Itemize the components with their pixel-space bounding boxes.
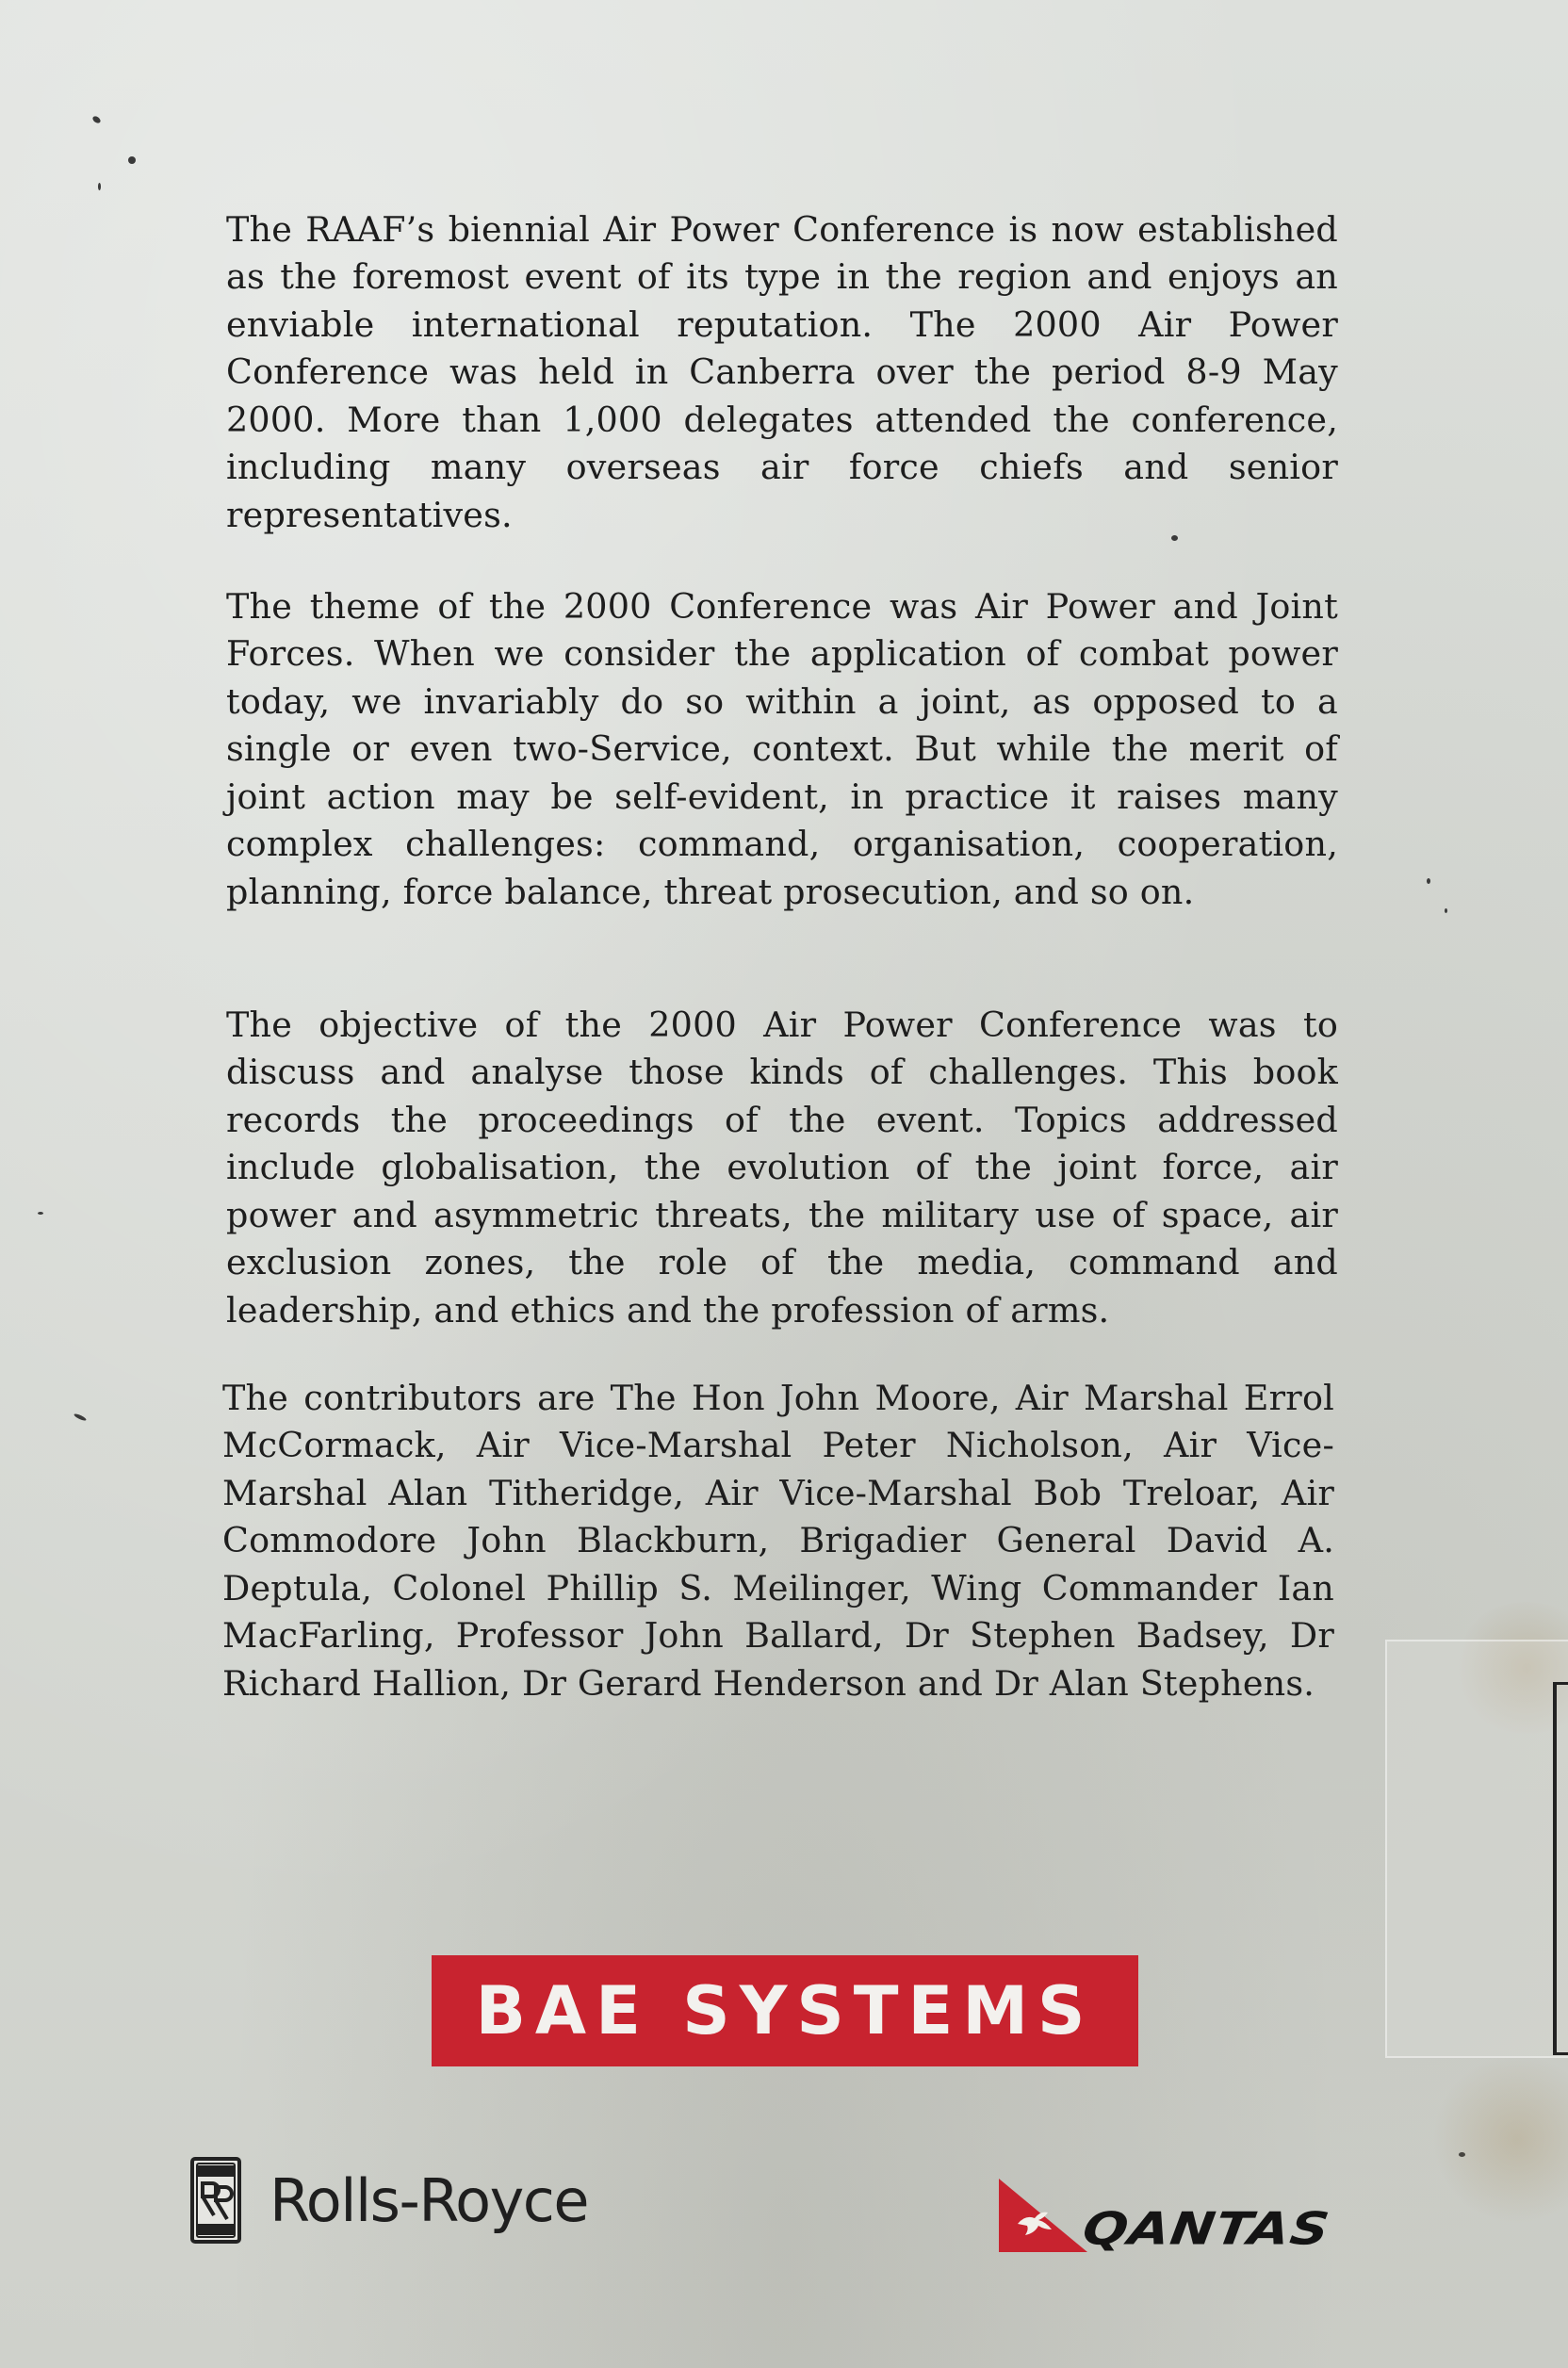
objective-paragraph: The objective of the 2000 Air Power Conference was to discuss and analyse those kinds of challenges. This book records the proceedings of the event. Topics addressed include globalisation, the evolution of the joint force, air power and asymmetric threats, the military use of space, air exclusion zones, the role of the media, command and leadership, and ethics and the profession of arms. (226, 1004, 1338, 1331)
intro-paragraph: The RAAF’s biennial Air Power Conference is now established as the foremost event of its type in the region and enjoys an enviable international reputation. The 2000 Air Power Conference was held in Canberra over the period 8-9 May 2000. More than 1,000 delegates attended the conference, including many overseas air force chiefs and senior representatives. (226, 208, 1338, 535)
qantas-logo (997, 2167, 1333, 2256)
speck (98, 183, 101, 190)
contributors-paragraph: The contributors are The Hon John Moore, Air Marshal Errol McCormack, Air Vice-Marshal Peter Nicholson, Air Vice-Marshal Alan Titheridge, Air Vice-Marshal Bob Treloar, Air Commodore John Blackburn, Brigadier General David A. Deptula, Colonel Phillip S. Meilinger, Wing Commander Ian MacFarling, Professor John Ballard, Dr Stephen Badsey, Dr Richard Hallion, Dr Gerard Henderson and Dr Alan Stephens. (222, 1377, 1334, 1704)
bae-systems-wordmark: BAE SYSTEMS (475, 1972, 1095, 2050)
speck (91, 115, 102, 124)
sticker-bracket (1553, 1682, 1568, 2055)
rolls-royce-wordmark: Rolls-Royce (270, 2165, 589, 2235)
sticker-outline (1385, 1640, 1568, 2058)
speck (1445, 908, 1447, 913)
qantas-kangaroo-tail-icon (997, 2179, 1087, 2252)
qantas-wordmark: QANTAS (1079, 2203, 1333, 2256)
rolls-royce-logo (190, 2155, 588, 2246)
speck (128, 156, 136, 164)
speck (38, 1212, 43, 1215)
stain (1432, 2054, 1568, 2224)
bae-systems-logo (432, 1955, 1138, 2066)
speck (74, 1413, 87, 1422)
speck (1427, 878, 1430, 884)
rolls-royce-badge-icon (190, 2157, 241, 2244)
theme-paragraph: The theme of the 2000 Conference was Air Power and Joint Forces. When we consider the application of combat power today, we invariably do so within a joint, as opposed to a single or even two-Service, context. But while the merit of joint action may be self-evident, in practice it raises many complex challenges: command, organisation, cooperation, planning, force balance, threat prosecution, and so on. (226, 585, 1338, 912)
